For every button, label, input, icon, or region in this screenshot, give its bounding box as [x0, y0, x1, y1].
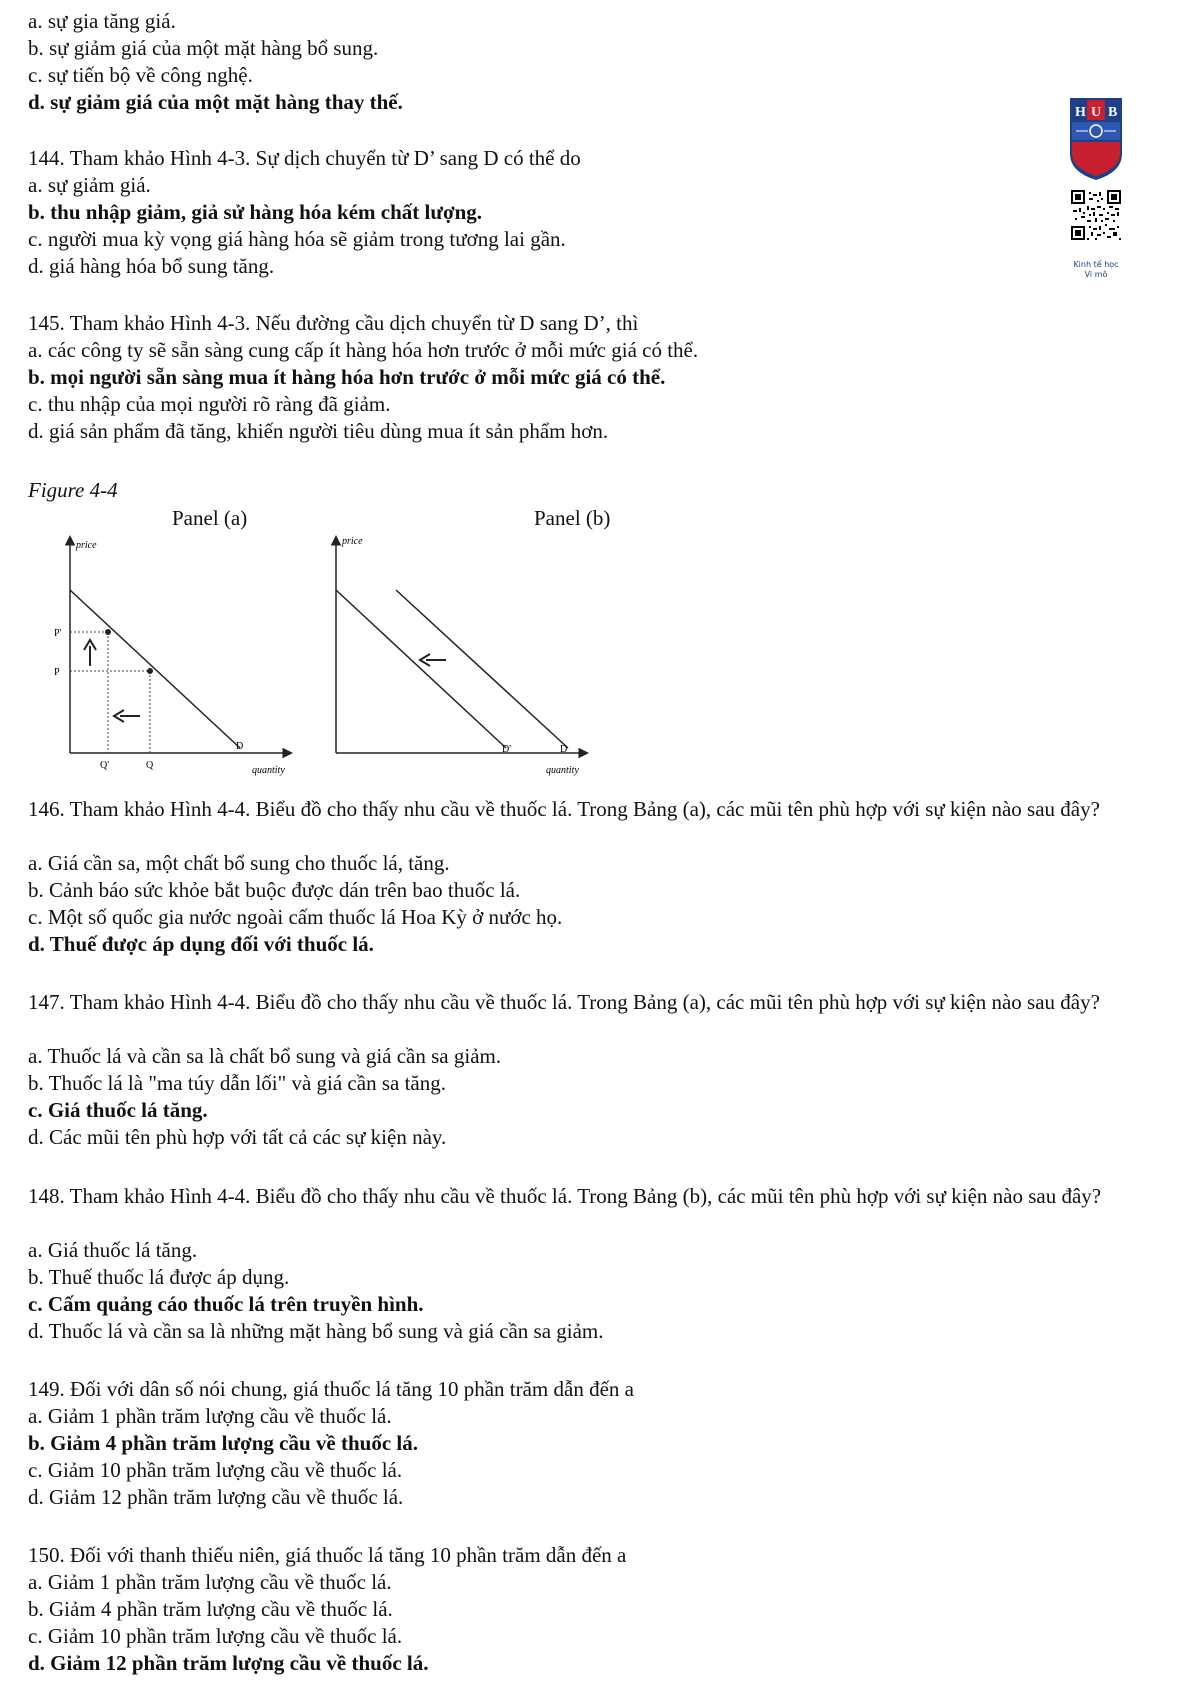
q145-option-c: c. thu nhập của mọi người rõ ràng đã giảm.: [28, 392, 391, 416]
q148-stem: 148. Tham khảo Hình 4-4. Biểu đồ cho thấy nhu cầu về thuốc lá. Trong Bảng (b), các mũi tên phù hợp với sự kiện nào sau đây?: [28, 1184, 1102, 1208]
q145-option-a: a. các công ty sẽ sẵn sàng cung cấp ít hàng hóa hơn trước ở mỗi mức giá có thể.: [28, 338, 699, 362]
q148-option-d: d. Thuốc lá và cần sa là những mặt hàng bổ sung và giá cần sa giảm.: [28, 1319, 604, 1343]
q143-option-b: b. sự giảm giá của một mặt hàng bổ sung.: [28, 36, 379, 60]
panel-b-graph: [306, 528, 596, 778]
q143-option-a: a. sự gia tăng giá.: [28, 9, 176, 33]
q146-option-a: a. Giá cần sa, một chất bổ sung cho thuốc lá, tăng.: [28, 851, 450, 875]
q144-stem: 144. Tham khảo Hình 4-3. Sự dịch chuyển từ D’ sang D có thể do: [28, 146, 581, 170]
q145-stem: 145. Tham khảo Hình 4-3. Nếu đường cầu dịch chuyển từ D sang D’, thì: [28, 311, 639, 335]
q143-option-d-answer: d. sự giảm giá của một mặt hàng thay thế.: [28, 90, 403, 114]
panel-b-x-axis-label: quantity: [546, 765, 579, 776]
q150-stem: 150. Đối với thanh thiếu niên, giá thuốc lá tăng 10 phần trăm dẫn đến a: [28, 1543, 627, 1567]
q150-option-b: b. Giảm 4 phần trăm lượng cầu về thuốc lá.: [28, 1597, 393, 1621]
q149-option-d: d. Giảm 12 phần trăm lượng cầu về thuốc lá.: [28, 1485, 404, 1509]
panel-b-label: Panel (b): [534, 506, 611, 530]
q146-option-d-answer: d. Thuế được áp dụng đối với thuốc lá.: [28, 932, 374, 956]
svg-text:B: B: [1108, 105, 1118, 120]
q149-option-c: c. Giảm 10 phần trăm lượng cầu về thuốc lá.: [28, 1458, 403, 1482]
q147-option-d: d. Các mũi tên phù hợp với tất cả các sự kiện này.: [28, 1125, 447, 1149]
svg-text:U: U: [1091, 105, 1102, 120]
q146-option-c: c. Một số quốc gia nước ngoài cấm thuốc lá Hoa Kỳ ở nước họ.: [28, 905, 563, 929]
q150-option-c: c. Giảm 10 phần trăm lượng cầu về thuốc lá.: [28, 1624, 403, 1648]
q148-option-a: a. Giá thuốc lá tăng.: [28, 1238, 198, 1262]
figure-title: Figure 4-4: [28, 478, 118, 502]
q144-option-b-answer: b. thu nhập giảm, giả sử hàng hóa kém chất lượng.: [28, 200, 483, 224]
q149-option-b-answer: b. Giảm 4 phần trăm lượng cầu về thuốc lá.: [28, 1431, 419, 1455]
panel-b-y-axis-label: price: [342, 536, 363, 547]
panel-a-demand-curve: [70, 590, 240, 748]
q148-option-c-answer: c. Cấm quảng cáo thuốc lá trên truyền hình.: [28, 1292, 424, 1316]
q147-option-b: b. Thuốc lá là "ma túy dẫn lối" và giá cần sa tăng.: [28, 1071, 446, 1095]
q149-stem: 149. Đối với dân số nói chung, giá thuốc lá tăng 10 phần trăm dẫn đến a: [28, 1377, 634, 1401]
panel-a-y-axis-label: price: [76, 540, 97, 551]
q146-stem: 146. Tham khảo Hình 4-4. Biểu đồ cho thấy nhu cầu về thuốc lá. Trong Bảng (a), các mũi tên phù hợp với sự kiện nào sau đây?: [28, 797, 1100, 821]
q147-stem: 147. Tham khảo Hình 4-4. Biểu đồ cho thấy nhu cầu về thuốc lá. Trong Bảng (a), các mũi tên phù hợp với sự kiện nào sau đây?: [28, 990, 1100, 1014]
subject-line-2: Vi mô: [1084, 270, 1108, 279]
q146-option-b: b. Cảnh báo sức khỏe bắt buộc được dán trên bao thuốc lá.: [28, 878, 521, 902]
q147-option-c-answer: c. Giá thuốc lá tăng.: [28, 1098, 208, 1122]
panel-a-demand-label: D: [236, 741, 244, 752]
panel-b-demand-old-label: D: [560, 744, 568, 755]
svg-text:H: H: [1075, 105, 1086, 120]
panel-b-demand-new-label: D': [502, 744, 512, 755]
q144-option-c: c. người mua kỳ vọng giá hàng hóa sẽ giảm trong tương lai gần.: [28, 227, 566, 251]
panel-a-label: Panel (a): [172, 506, 248, 530]
panel-a-graph: [40, 528, 300, 778]
q150-option-a: a. Giảm 1 phần trăm lượng cầu về thuốc lá.: [28, 1570, 392, 1594]
panel-a-x-axis-label: quantity: [252, 765, 285, 776]
q144-option-d: d. giá hàng hóa bổ sung tăng.: [28, 254, 275, 278]
q145-option-d: d. giá sản phẩm đã tăng, khiến người tiêu dùng mua ít sản phẩm hơn.: [28, 419, 609, 443]
subject-label: [1056, 260, 1136, 280]
panel-a-q-prime-label: Q': [100, 760, 110, 771]
panel-a-p-label: P: [54, 667, 60, 678]
q145-option-b-answer: b. mọi người sẵn sàng mua ít hàng hóa hơn trước ở mỗi mức giá có thể.: [28, 365, 666, 389]
q143-option-c: c. sự tiến bộ về công nghệ.: [28, 63, 253, 87]
panel-a-point-new: [105, 629, 111, 635]
hub-logo: [1068, 96, 1124, 182]
q144-option-a: a. sự giảm giá.: [28, 173, 151, 197]
q147-option-a: a. Thuốc lá và cần sa là chất bổ sung và giá cần sa giảm.: [28, 1044, 502, 1068]
q149-option-a: a. Giảm 1 phần trăm lượng cầu về thuốc lá.: [28, 1404, 392, 1428]
panel-a-p-prime-label: P': [54, 628, 62, 639]
panel-a-point-old: [147, 668, 153, 674]
qr-code: [1071, 190, 1121, 240]
q150-option-d-answer: d. Giảm 12 phần trăm lượng cầu về thuốc lá.: [28, 1651, 429, 1675]
panel-a-q-label: Q: [146, 760, 154, 771]
subject-line-1: Kinh tế học: [1073, 260, 1119, 269]
q148-option-b: b. Thuế thuốc lá được áp dụng.: [28, 1265, 290, 1289]
